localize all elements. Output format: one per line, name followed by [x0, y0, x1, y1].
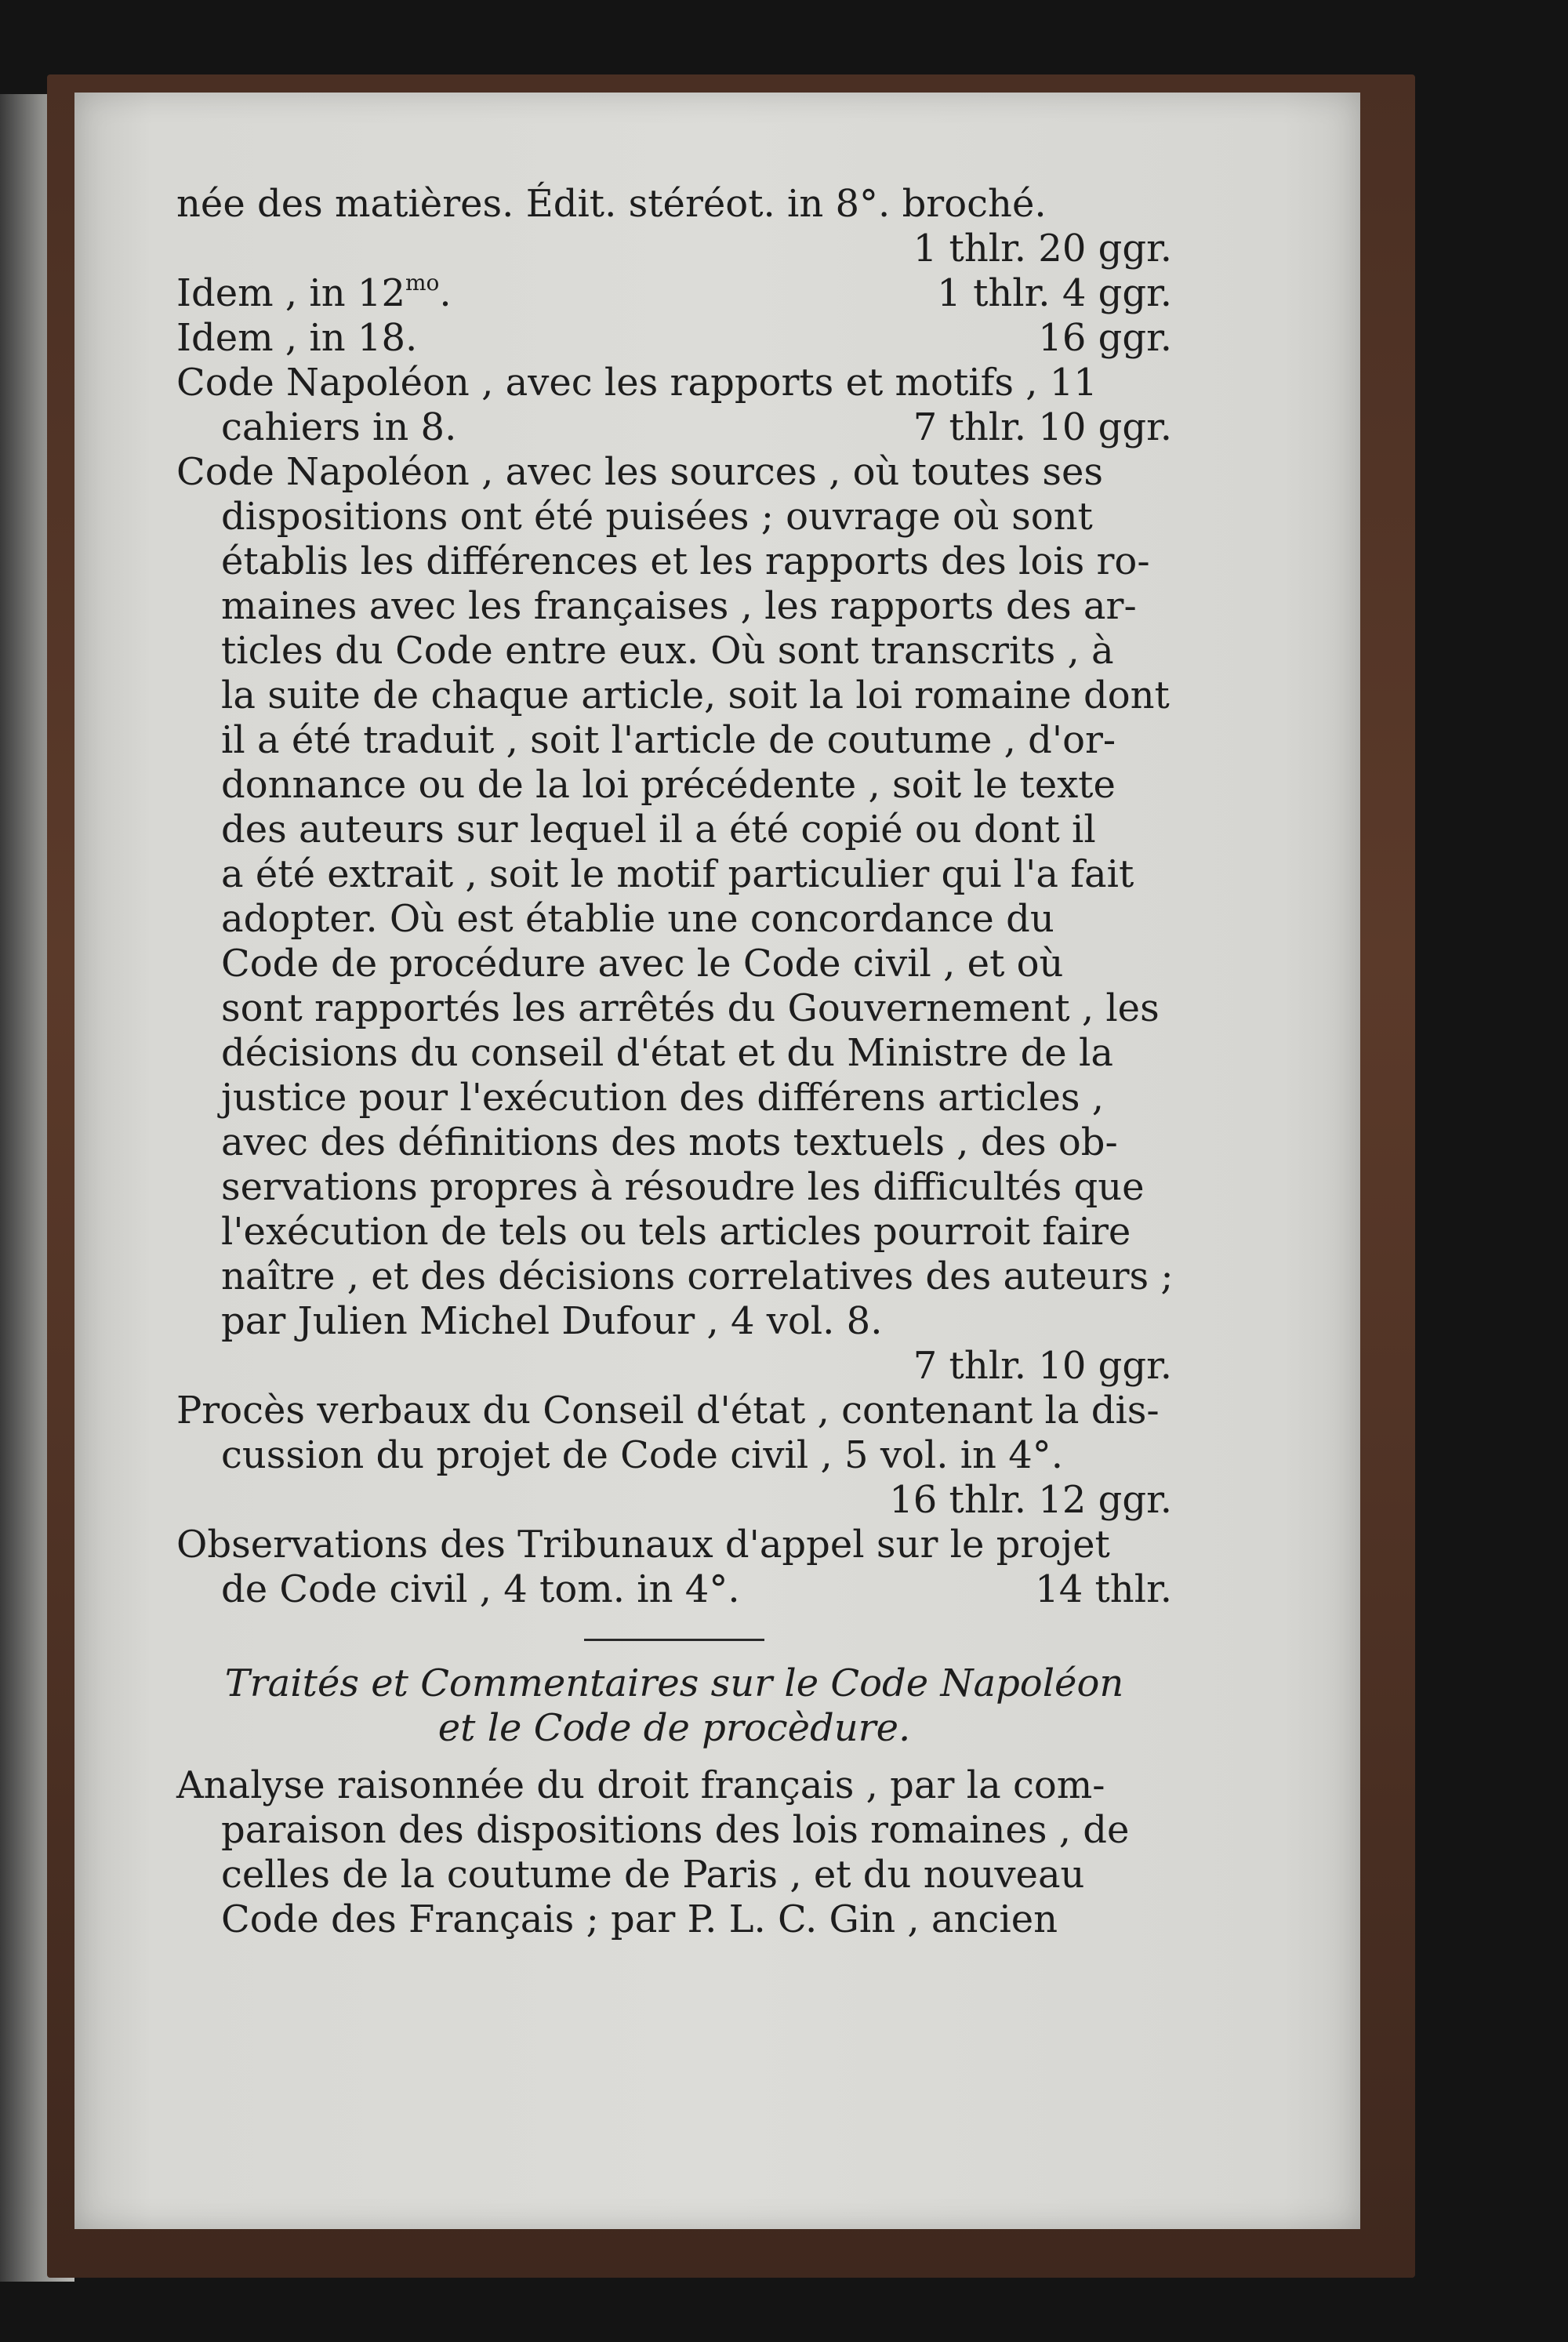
text-line: il a été traduit , soit l'article de coutume , d'or- — [221, 718, 1116, 762]
section-divider — [584, 1639, 764, 1641]
text-line: l'exécution de tels ou tels articles pourroit faire — [221, 1210, 1131, 1254]
entry-price: 14 thlr. — [1035, 1567, 1172, 1611]
text-line: Code de procédure avec le Code civil , et où — [221, 942, 1064, 986]
text-line: ticles du Code entre eux. Où sont transcrits , à — [221, 629, 1114, 673]
section-heading: Traités et Commentaires sur le Code Napoléon — [224, 1661, 1124, 1705]
section-heading-cont: et le Code de procèdure. — [437, 1706, 911, 1750]
text-line: dispositions ont été puisées ; ouvrage où sont — [221, 495, 1093, 539]
price-line: 1 thlr. 20 ggr. — [913, 227, 1172, 271]
text-line: a été extrait , soit le motif particulier qui l'a fait — [221, 852, 1134, 896]
price-line: 7 thlr. 10 ggr. — [913, 1344, 1172, 1388]
text-line: décisions du conseil d'état et du Ministre de la — [221, 1031, 1113, 1075]
text-line: adopter. Où est établie une concordance du — [221, 897, 1054, 941]
text-line — [176, 182, 1172, 227]
page-text — [176, 182, 1172, 1942]
entry-price: 16 ggr. — [1038, 316, 1172, 360]
price-line: 16 thlr. 12 ggr. — [889, 1478, 1172, 1522]
line-text: née des matières. Édit. stéréot. in 8°. broché. — [176, 182, 1047, 226]
entry-price: 1 thlr. 4 ggr. — [937, 271, 1172, 315]
entry-idem-18 — [176, 316, 1172, 361]
entry-idem-12 — [176, 271, 1172, 316]
entry-code-napoleon-rapports-cont: cahiers in 8. 7 thlr. 10 ggr. — [221, 405, 1172, 449]
text-line: paraison des dispositions des lois romaines , de — [221, 1808, 1130, 1852]
text-line: par Julien Michel Dufour , 4 vol. 8. — [221, 1299, 883, 1343]
text-line: Code des Français ; par P. L. C. Gin , ancien — [221, 1897, 1058, 1941]
text-line: cussion du projet de Code civil , 5 vol. in 4°. — [221, 1433, 1064, 1477]
entry-code-napoleon-sources: Code Napoléon , avec les sources , où toutes ses — [176, 450, 1104, 494]
text-line: sont rapportés les arrêtés du Gouvernement , les — [221, 986, 1160, 1030]
text-line: la suite de chaque article, soit la loi romaine dont — [221, 674, 1170, 717]
entry-price: 7 thlr. 10 ggr. — [913, 405, 1172, 449]
text-line: établis les différences et les rapports des lois ro- — [221, 539, 1150, 583]
entry-proces-verbaux: Procès verbaux du Conseil d'état , contenant la dis- — [176, 1389, 1160, 1432]
text-line: servations propres à résoudre les difficultés que — [221, 1165, 1145, 1209]
entry-title: Idem , in $12^{mo}$. — [176, 270, 452, 315]
entry-analyse: Analyse raisonnée du droit français , par la com- — [176, 1763, 1105, 1807]
entry-observations: Observations des Tribunaux d'appel sur le projet — [176, 1523, 1110, 1567]
text-line: avec des définitions des mots textuels , des ob- — [221, 1120, 1118, 1164]
text-line: maines avec les françaises , les rapports des ar- — [221, 584, 1137, 628]
text-line: justice pour l'exécution des différens articles , — [221, 1076, 1105, 1120]
text-line: des auteurs sur lequel il a été copié ou dont il — [221, 808, 1096, 851]
text-line: donnance ou de la loi précédente , soit le texte — [221, 763, 1116, 807]
entry-code-napoleon-rapports: Code Napoléon , avec les rapports et motifs , 11 — [176, 361, 1098, 405]
entry-observations-cont: de Code civil , 4 tom. in 4°. 14 thlr. — [221, 1567, 1172, 1611]
text-line: celles de la coutume de Paris , et du nouveau — [221, 1853, 1085, 1897]
entry-title: Idem , in 18. — [176, 316, 418, 360]
text-line: naître , et des décisions correlatives des auteurs ; — [221, 1255, 1174, 1298]
